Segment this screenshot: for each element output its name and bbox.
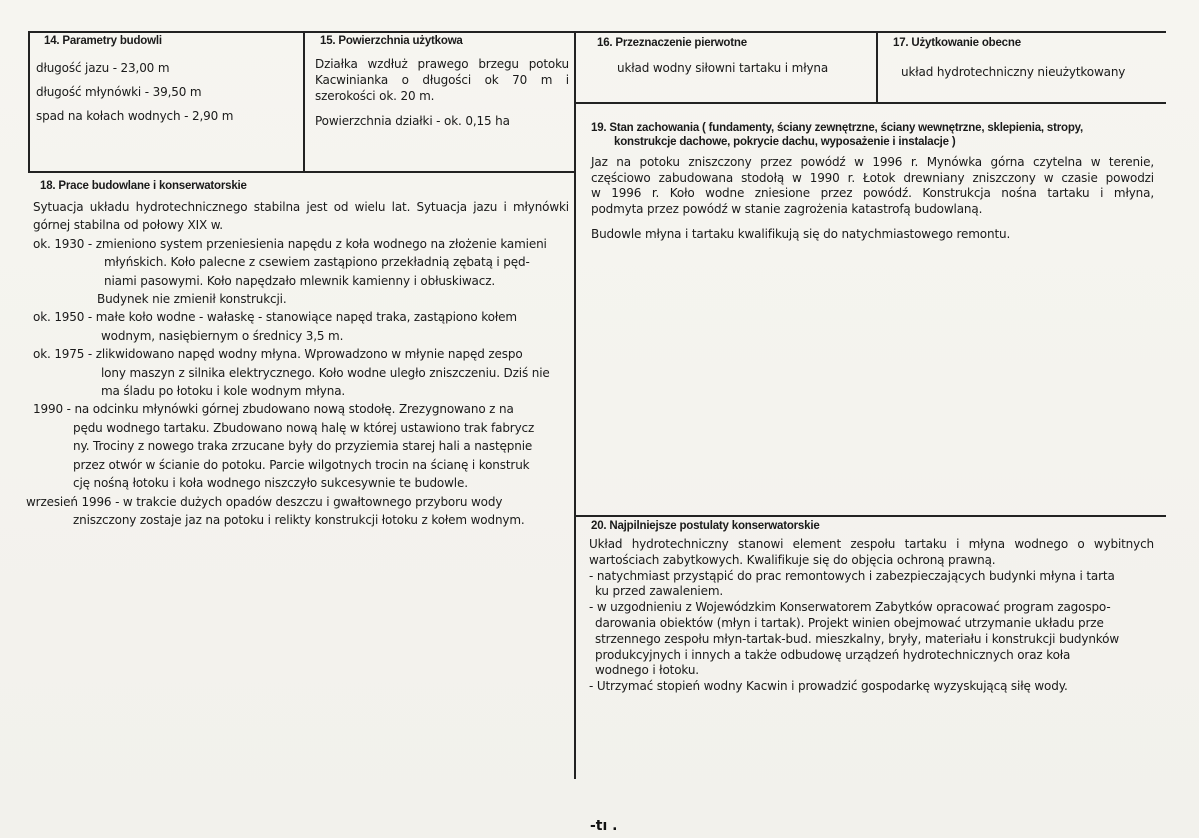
section-14-body bbox=[36, 56, 298, 128]
section-16-title: 16. Przeznaczenie pierwotne bbox=[597, 37, 747, 49]
section-19-body bbox=[591, 155, 1154, 243]
works-intro-line: górnej stabilna od połowy XIX w. bbox=[33, 218, 223, 233]
postulate-line: - natychmiast przystąpić do prac remontowych i zabezpieczających budynki młyna i tarta bbox=[589, 568, 1115, 583]
section-19-title-line: 19. Stan zachowania ( fundamenty, ściany zewnętrzne, ściany wewnętrzne, sklepienia, stropy, bbox=[591, 122, 1084, 134]
works-entry-1930 bbox=[33, 235, 569, 309]
condition-line: w 1996 r. Koło wodne zniesione przez powódź. Konstrukcja nośna tartaku i młyna, bbox=[591, 186, 1154, 200]
works-entry-line: młyńskich. Koło palecne z csewiem zastąpiono przekładnią zębatą i pęd- bbox=[104, 255, 530, 270]
plot-description-line: Kacwinianka o długości ok 70 m i bbox=[315, 73, 569, 87]
works-entry-line: cję nośną łotoku i koła wodnego niszczyło sukcesywnie te budowle. bbox=[73, 476, 468, 491]
postulate-line: wartościach zabytkowych. Kwalifikuje się do objęcia ochroną prawną. bbox=[589, 552, 996, 567]
postulate-line: wodnego i łotoku. bbox=[595, 663, 699, 678]
works-entry-line: 1990 - na odcinku młynówki górnej zbudowano nową stodołę. Zrezygnowano z na bbox=[33, 402, 514, 417]
section-20-title: 20. Najpilniejsze postulaty konserwatorskie bbox=[591, 520, 820, 532]
section-17-title: 17. Użytkowanie obecne bbox=[893, 37, 1021, 49]
works-entry-line: ok. 1975 - zlikwidowano napęd wodny młyna. Wprowadzono w młynie napęd zespo bbox=[33, 347, 523, 362]
works-entry-line: pędu wodnego tartaku. Zbudowano nową halę w której ustawiono trak fabrycz bbox=[73, 420, 535, 435]
postulate-line: strzennego zespołu młyn-tartak-bud. mieszkalny, bryły, materiału i konstrukcji budynków bbox=[595, 631, 1120, 646]
works-entry-line: lony maszyn z silnika elektrycznego. Koło wodne uległo zniszczeniu. Dziś nie bbox=[101, 365, 550, 380]
section-19-title bbox=[591, 121, 1083, 149]
section-15-title: 15. Powierzchnia użytkowa bbox=[320, 35, 463, 47]
postulate-line: Układ hydrotechniczny stanowi element zespołu tartaku i młyna wodnego o wybitnych bbox=[589, 537, 1154, 551]
works-entry-line: ma śladu po łotoku i kole wodnym młyna. bbox=[101, 384, 346, 399]
works-entry-line: przez otwór w ścianie do potoku. Parcie wilgotnych trocin na ścianę i konstruk bbox=[73, 457, 530, 472]
works-entry-1950 bbox=[33, 308, 569, 345]
postulate-line: - Utrzymać stopień wodny Kacwin i prowadzić gospodarkę wyzyskującą siłę wody. bbox=[589, 679, 1068, 694]
section-15-body bbox=[315, 56, 569, 129]
works-entry-line: ny. Trociny z nowego traka zrzucane były do przyziemia starej hali a następnie bbox=[73, 439, 533, 454]
section-16-value: układ wodny siłowni tartaku i młyna bbox=[617, 61, 829, 75]
works-entry-line: wrzesień 1996 - w trakcie dużych opadów deszczu i gwałtownego przyboru wody bbox=[26, 494, 503, 509]
section-18-title: 18. Prace budowlane i konserwatorskie bbox=[40, 180, 247, 192]
postulate-line: ku przed zawaleniem. bbox=[595, 584, 724, 599]
section-14-title: 14. Parametry budowli bbox=[44, 35, 162, 47]
divider-center bbox=[574, 31, 576, 779]
postulate-line: - w uzgodnieniu z Wojewódzkim Konserwatorem Zabytków opracować program zagospo- bbox=[589, 600, 1111, 615]
footer-mark: -tı . bbox=[590, 818, 618, 834]
works-entry-line: ok. 1930 - zmieniono system przeniesienia napędu z koła wodnego na złożenie kamieni bbox=[33, 236, 547, 251]
line-above-20 bbox=[576, 515, 1166, 517]
param-millrace-length: długość młynówki - 39,50 m bbox=[36, 85, 202, 99]
works-entry-1996 bbox=[26, 493, 569, 530]
divider-16-17 bbox=[876, 31, 878, 103]
param-wheel-head: spad na kołach wodnych - 2,90 m bbox=[36, 109, 234, 123]
param-dam-length: długość jazu - 23,00 m bbox=[36, 61, 170, 75]
condition-line: Jaz na potoku zniszczony przez powódź w 1996 r. Mynówka górna czytelna w terenie, bbox=[591, 155, 1154, 169]
works-entry-line: niami pasowymi. Koło napędzało mlewnik kamienny i obłuskiwacz. bbox=[104, 273, 496, 288]
condition-line: podmyta przez powódź w stanie zagrożenia katastrofą budowlaną. bbox=[591, 201, 983, 216]
section-20-body bbox=[589, 537, 1154, 695]
works-entry-line: wodnym, nasiębiernym o średnicy 3,5 m. bbox=[101, 328, 344, 343]
works-entry-line: ok. 1950 - małe koło wodne - wałaskę - stanowiące napęd traka, zastąpiono kołem bbox=[33, 310, 517, 325]
divider-14-15 bbox=[303, 31, 305, 172]
section-19-title-line: konstrukcje dachowe, pokrycie dachu, wyposażenie i instalacje ) bbox=[614, 136, 956, 148]
postulate-line: darowania obiektów (młyn i tartak). Projekt winien obejmować utrzymanie układu prze bbox=[595, 615, 1104, 630]
top-border-line bbox=[28, 31, 1166, 33]
line-under-16-17 bbox=[576, 102, 1166, 104]
left-border-line bbox=[28, 31, 30, 171]
plot-area: Powierzchnia działki - ok. 0,15 ha bbox=[315, 114, 510, 128]
works-entry-line: Budynek nie zmienił konstrukcji. bbox=[97, 292, 287, 307]
plot-description-line: szerokości ok. 20 m. bbox=[315, 89, 435, 103]
works-entry-1990 bbox=[33, 400, 569, 492]
works-entry-line: zniszczony zostaje jaz na potoku i relikty konstrukcji łotoku z kołem wodnym. bbox=[73, 512, 525, 527]
line-under-14-15 bbox=[28, 171, 576, 173]
section-18-body bbox=[26, 198, 569, 529]
postulate-line: produkcyjnych i innych a także odbudowę urządzeń hydrotechnicznych oraz koła bbox=[595, 647, 1071, 662]
plot-description-line: Działka wzdłuż prawego brzegu potoku bbox=[315, 57, 569, 71]
condition-line: częściowo zabudowana stodołą w 1990 r. Łotok drewniany zniszczony w czasie powodzi bbox=[591, 170, 1154, 185]
section-17-value: układ hydrotechniczny nieużytkowany bbox=[901, 65, 1126, 79]
works-entry-1975 bbox=[33, 345, 569, 400]
condition-repair-note: Budowle młyna i tartaku kwalifikują się do natychmiastowego remontu. bbox=[591, 227, 1011, 241]
works-intro-line: Sytuacja układu hydrotechnicznego stabilna jest od wielu lat. Sytuacja jazu i młynówki bbox=[33, 200, 569, 214]
